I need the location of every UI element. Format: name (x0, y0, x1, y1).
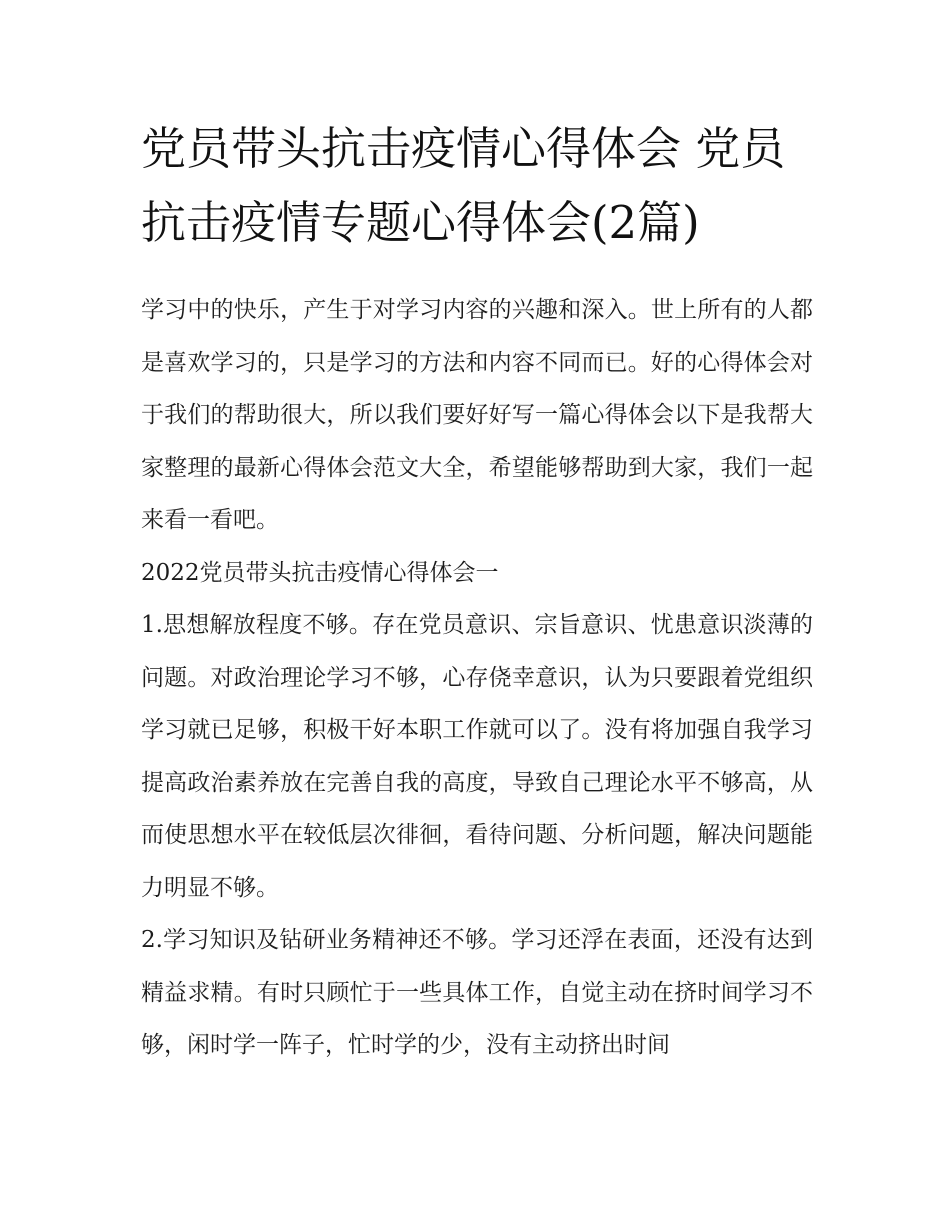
intro-paragraph: 学习中的快乐，产生于对学习内容的兴趣和深入。世上所有的人都是喜欢学习的，只是学习的方法和内容不同而已。好的心得体会对于我们的帮助很大，所以我们要好好写一篇心得体会以下是我帮大家整理的最新心得体会范文大全，希望能够帮助到大家，我们一起来看一看吧。 (141, 297, 813, 533)
list-item: 1.思想解放程度不够。存在党员意识、宗旨意识、忧患意识淡薄的问题。对政治理论学习不够，心存侥幸意识，认为只要跟着党组织学习就已足够，积极干好本职工作就可以了。没有将加强自我学习提高政治素养放在完善自我的高度，导致自己理论水平不够高，从而使思想水平在较低层次徘徊，看待问题、分析问题，解决问题能力明显不够。 (141, 612, 813, 901)
document-body (141, 112, 813, 1072)
document-title: 党员带头抗击疫情心得体会 党员抗击疫情专题心得体会(2篇) (141, 122, 786, 249)
list-item: 2.学习知识及钻研业务精神还不够。学习还浮在表面，还没有达到精益求精。有时只顾忙于一些具体工作，自觉主动在挤时间学习不够，闲时学一阵子，忙时学的少，没有主动挤出时间 (141, 927, 813, 1058)
section-heading: 2022党员带头抗击疫情心得体会一 (141, 559, 499, 586)
